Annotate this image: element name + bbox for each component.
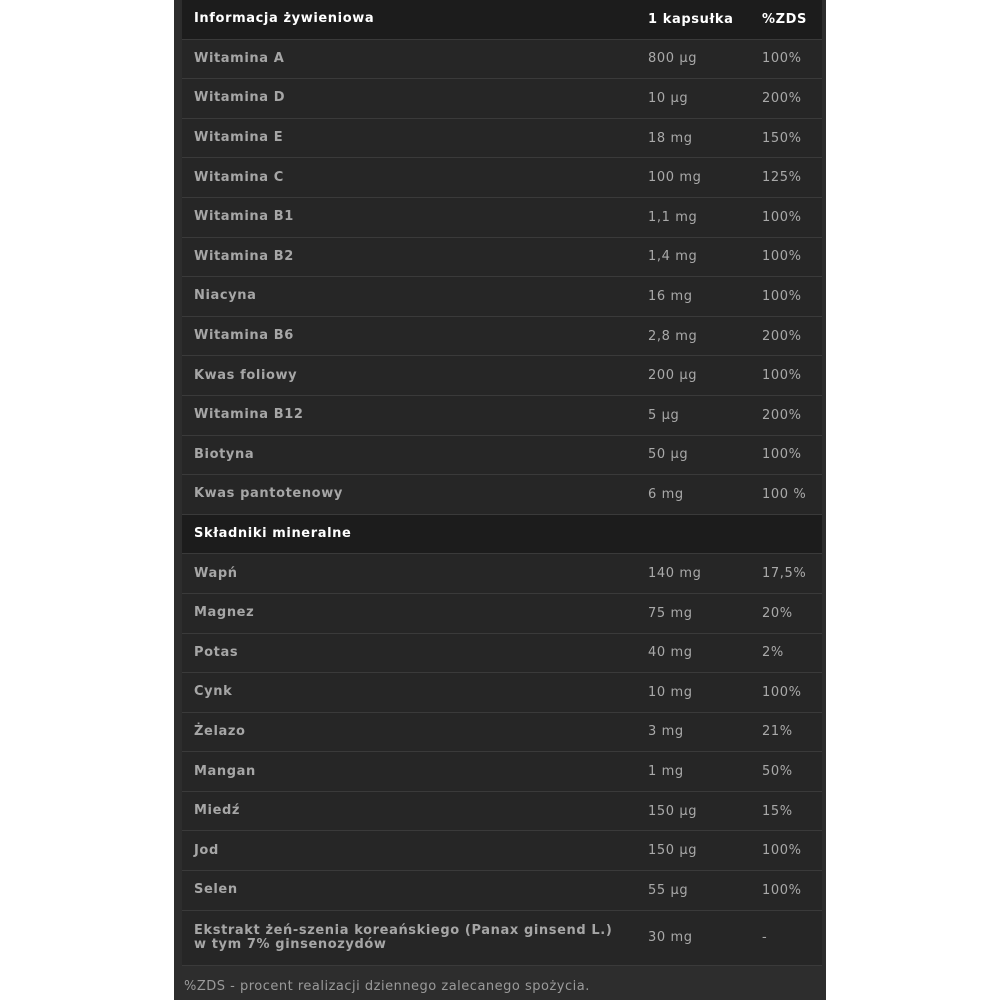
nutrient-rdi: 20% [762,605,793,621]
table-row [182,238,822,278]
nutrient-rdi: 100% [762,288,802,304]
nutrient-amount: 3 mg [648,724,684,740]
nutrient-name: Witamina B1 [194,209,294,225]
nutrient-name: Witamina A [194,50,285,66]
table-row [182,831,822,871]
nutrient-rdi: 125% [762,170,802,186]
nutrient-name: Potas [194,644,239,660]
table-row [182,40,822,80]
extract-row [182,911,822,966]
table-row [182,713,822,753]
nutrient-name: Selen [194,882,238,898]
nutrient-rdi: 100% [762,843,802,859]
nutrient-rdi: 100% [762,51,802,67]
extract-rdi: - [762,930,768,946]
nutrient-name: Magnez [194,605,255,621]
nutrient-name: Żelazo [194,723,246,739]
nutrient-amount: 55 µg [648,882,689,898]
nutrient-name: Kwas foliowy [194,367,298,383]
nutrient-rdi: 21% [762,724,793,740]
table-row [182,158,822,198]
table-row [182,594,822,634]
nutrient-rdi: 150% [762,130,802,146]
nutrient-rdi: 200% [762,407,802,423]
nutrient-name: Mangan [194,763,256,779]
nutrient-rdi: 100% [762,684,802,700]
minerals-header-row [182,515,822,555]
extract-name [194,911,644,965]
nutrient-name: Witamina D [194,90,286,106]
nutrient-amount: 2,8 mg [648,328,698,344]
table-row [182,198,822,238]
header-title: Informacja żywieniowa [194,11,375,27]
nutrient-amount: 6 mg [648,486,684,502]
table-row [182,871,822,911]
table-row [182,475,822,515]
nutrient-rdi: 100% [762,882,802,898]
nutrient-amount: 16 mg [648,288,693,304]
nutrient-rdi: 15% [762,803,793,819]
nutrient-amount: 18 mg [648,130,693,146]
nutrient-rdi: 2% [762,645,784,661]
nutrient-name: Witamina C [194,169,284,185]
table-row [182,396,822,436]
nutrient-amount: 40 mg [648,645,693,661]
table-row [182,79,822,119]
table-row [182,436,822,476]
nutrition-table [182,0,822,966]
nutrient-name: Witamina B2 [194,248,294,264]
table-row [182,673,822,713]
nutrient-name: Biotyna [194,446,255,462]
nutrient-name: Witamina B12 [194,407,304,423]
minerals-header: Składniki mineralne [194,526,352,542]
header-rdi-column: %ZDS [762,11,808,27]
extract-amount: 30 mg [648,930,693,946]
table-row [182,752,822,792]
nutrient-rdi: 100% [762,447,802,463]
table-row [182,554,822,594]
nutrient-rdi: 200% [762,90,802,106]
nutrient-rdi: 200% [762,328,802,344]
nutrient-amount: 5 µg [648,407,680,423]
nutrient-amount: 150 µg [648,803,698,819]
nutrient-rdi: 100 % [762,486,807,502]
nutrient-name: Cynk [194,684,233,700]
footnote: %ZDS - procent realizacji dziennego zalecanego spożycia. [184,979,590,994]
table-row [182,119,822,159]
nutrient-amount: 1 mg [648,764,684,780]
nutrient-amount: 140 mg [648,566,702,582]
nutrient-name: Niacyna [194,288,257,304]
nutrient-name: Wapń [194,565,238,581]
extract-name-line2: w tym 7% ginsenozydów [194,936,387,952]
nutrient-name: Witamina B6 [194,328,294,344]
nutrient-rdi: 100% [762,209,802,225]
nutrient-amount: 10 µg [648,90,689,106]
table-row [182,634,822,674]
table-row [182,317,822,357]
nutrient-rdi: 100% [762,368,802,384]
nutrient-amount: 150 µg [648,843,698,859]
table-header-row [182,0,822,40]
nutrient-rdi: 50% [762,764,793,780]
mineral-rows [182,554,822,910]
nutrient-amount: 50 µg [648,447,689,463]
nutrient-name: Witamina E [194,130,284,146]
nutrient-rdi: 100% [762,249,802,265]
extract-name-line1: Ekstrakt żeń-szenia koreańskiego (Panax ginsend L.) [194,922,613,938]
nutrient-amount: 100 mg [648,170,702,186]
nutrient-name: Kwas pantotenowy [194,486,343,502]
nutrient-name: Miedź [194,803,241,819]
nutrient-amount: 200 µg [648,368,698,384]
header-amount-column: 1 kapsułka [648,11,734,27]
nutrient-name: Jod [194,842,219,858]
table-row [182,792,822,832]
nutrient-amount: 800 µg [648,51,698,67]
nutrient-amount: 1,1 mg [648,209,698,225]
nutrient-amount: 75 mg [648,605,693,621]
nutrient-amount: 1,4 mg [648,249,698,265]
nutrient-amount: 10 mg [648,684,693,700]
table-row [182,356,822,396]
table-row [182,277,822,317]
nutrition-panel [174,0,826,1000]
nutrient-rdi: 17,5% [762,566,807,582]
vitamin-rows [182,40,822,515]
